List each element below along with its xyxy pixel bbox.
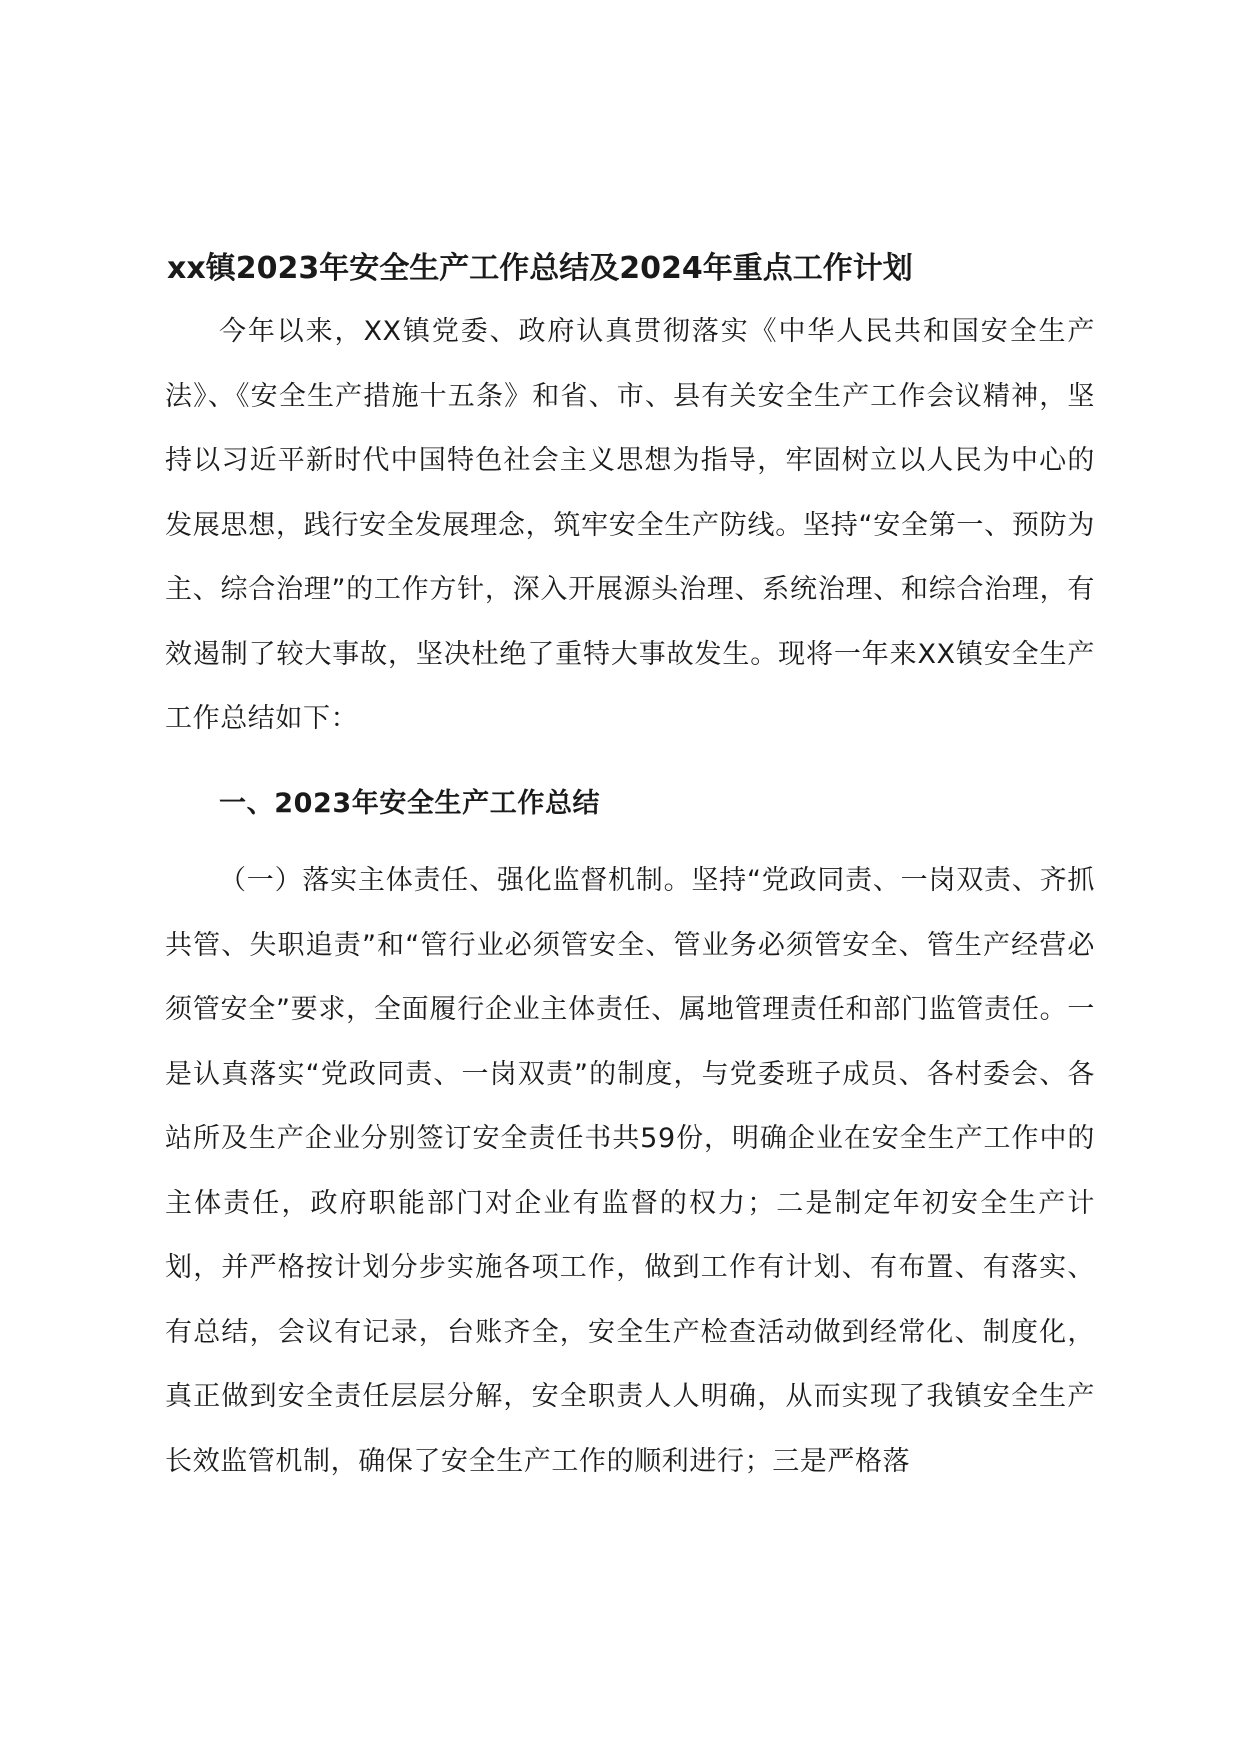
section-heading: 一、2023年安全生产工作总结 bbox=[219, 788, 601, 819]
document-title: xx镇2023年安全生产工作总结及2024年重点工作计划 bbox=[167, 251, 913, 286]
intro-paragraph: 今年以来，XX镇党委、政府认真贯彻落实《中华人民共和国安全生产法》、《安全生产措施十五条》和省、市、县有关安全生产工作会议精神，坚持以习近平新时代中国特色社会主义思想为指导，牢固树立以人民为中心的发展思想，践行安全发展理念，筑牢安全生产防线。坚持“安全第一、预防为主、综合治理”的工作方针，深入开展源头治理、系统治理、和综合治理，有效遏制了较大事故，坚决杜绝了重特大事故发生。现将一年来XX镇安全生产工作总结如下： bbox=[165, 316, 1095, 734]
section1-paragraph: （一）落实主体责任、强化监督机制。坚持“党政同责、一岗双责、齐抓共管、失职追责”和“管行业必须管安全、管业务必须管安全、管生产经营必须管安全”要求，全面履行企业主体责任、属地管理责任和部门监管责任。一是认真落实“党政同责、一岗双责”的制度，与党委班子成员、各村委会、各站所及生产企业分别签订安全责任书共59份，明确企业在安全生产工作中的主体责任，政府职能部门对企业有监督的权力；二是制定年初安全生产计划，并严格按计划分步实施各项工作，做到工作有计划、有布置、有落实、有总结，会议有记录，台账齐全，安全生产检查活动做到经常化、制度化，真正做到安全责任层层分解，安全职责人人明确，从而实现了我镇安全生产长效监管机制，确保了安全生产工作的顺利进行；三是严格落 bbox=[165, 865, 1095, 1477]
